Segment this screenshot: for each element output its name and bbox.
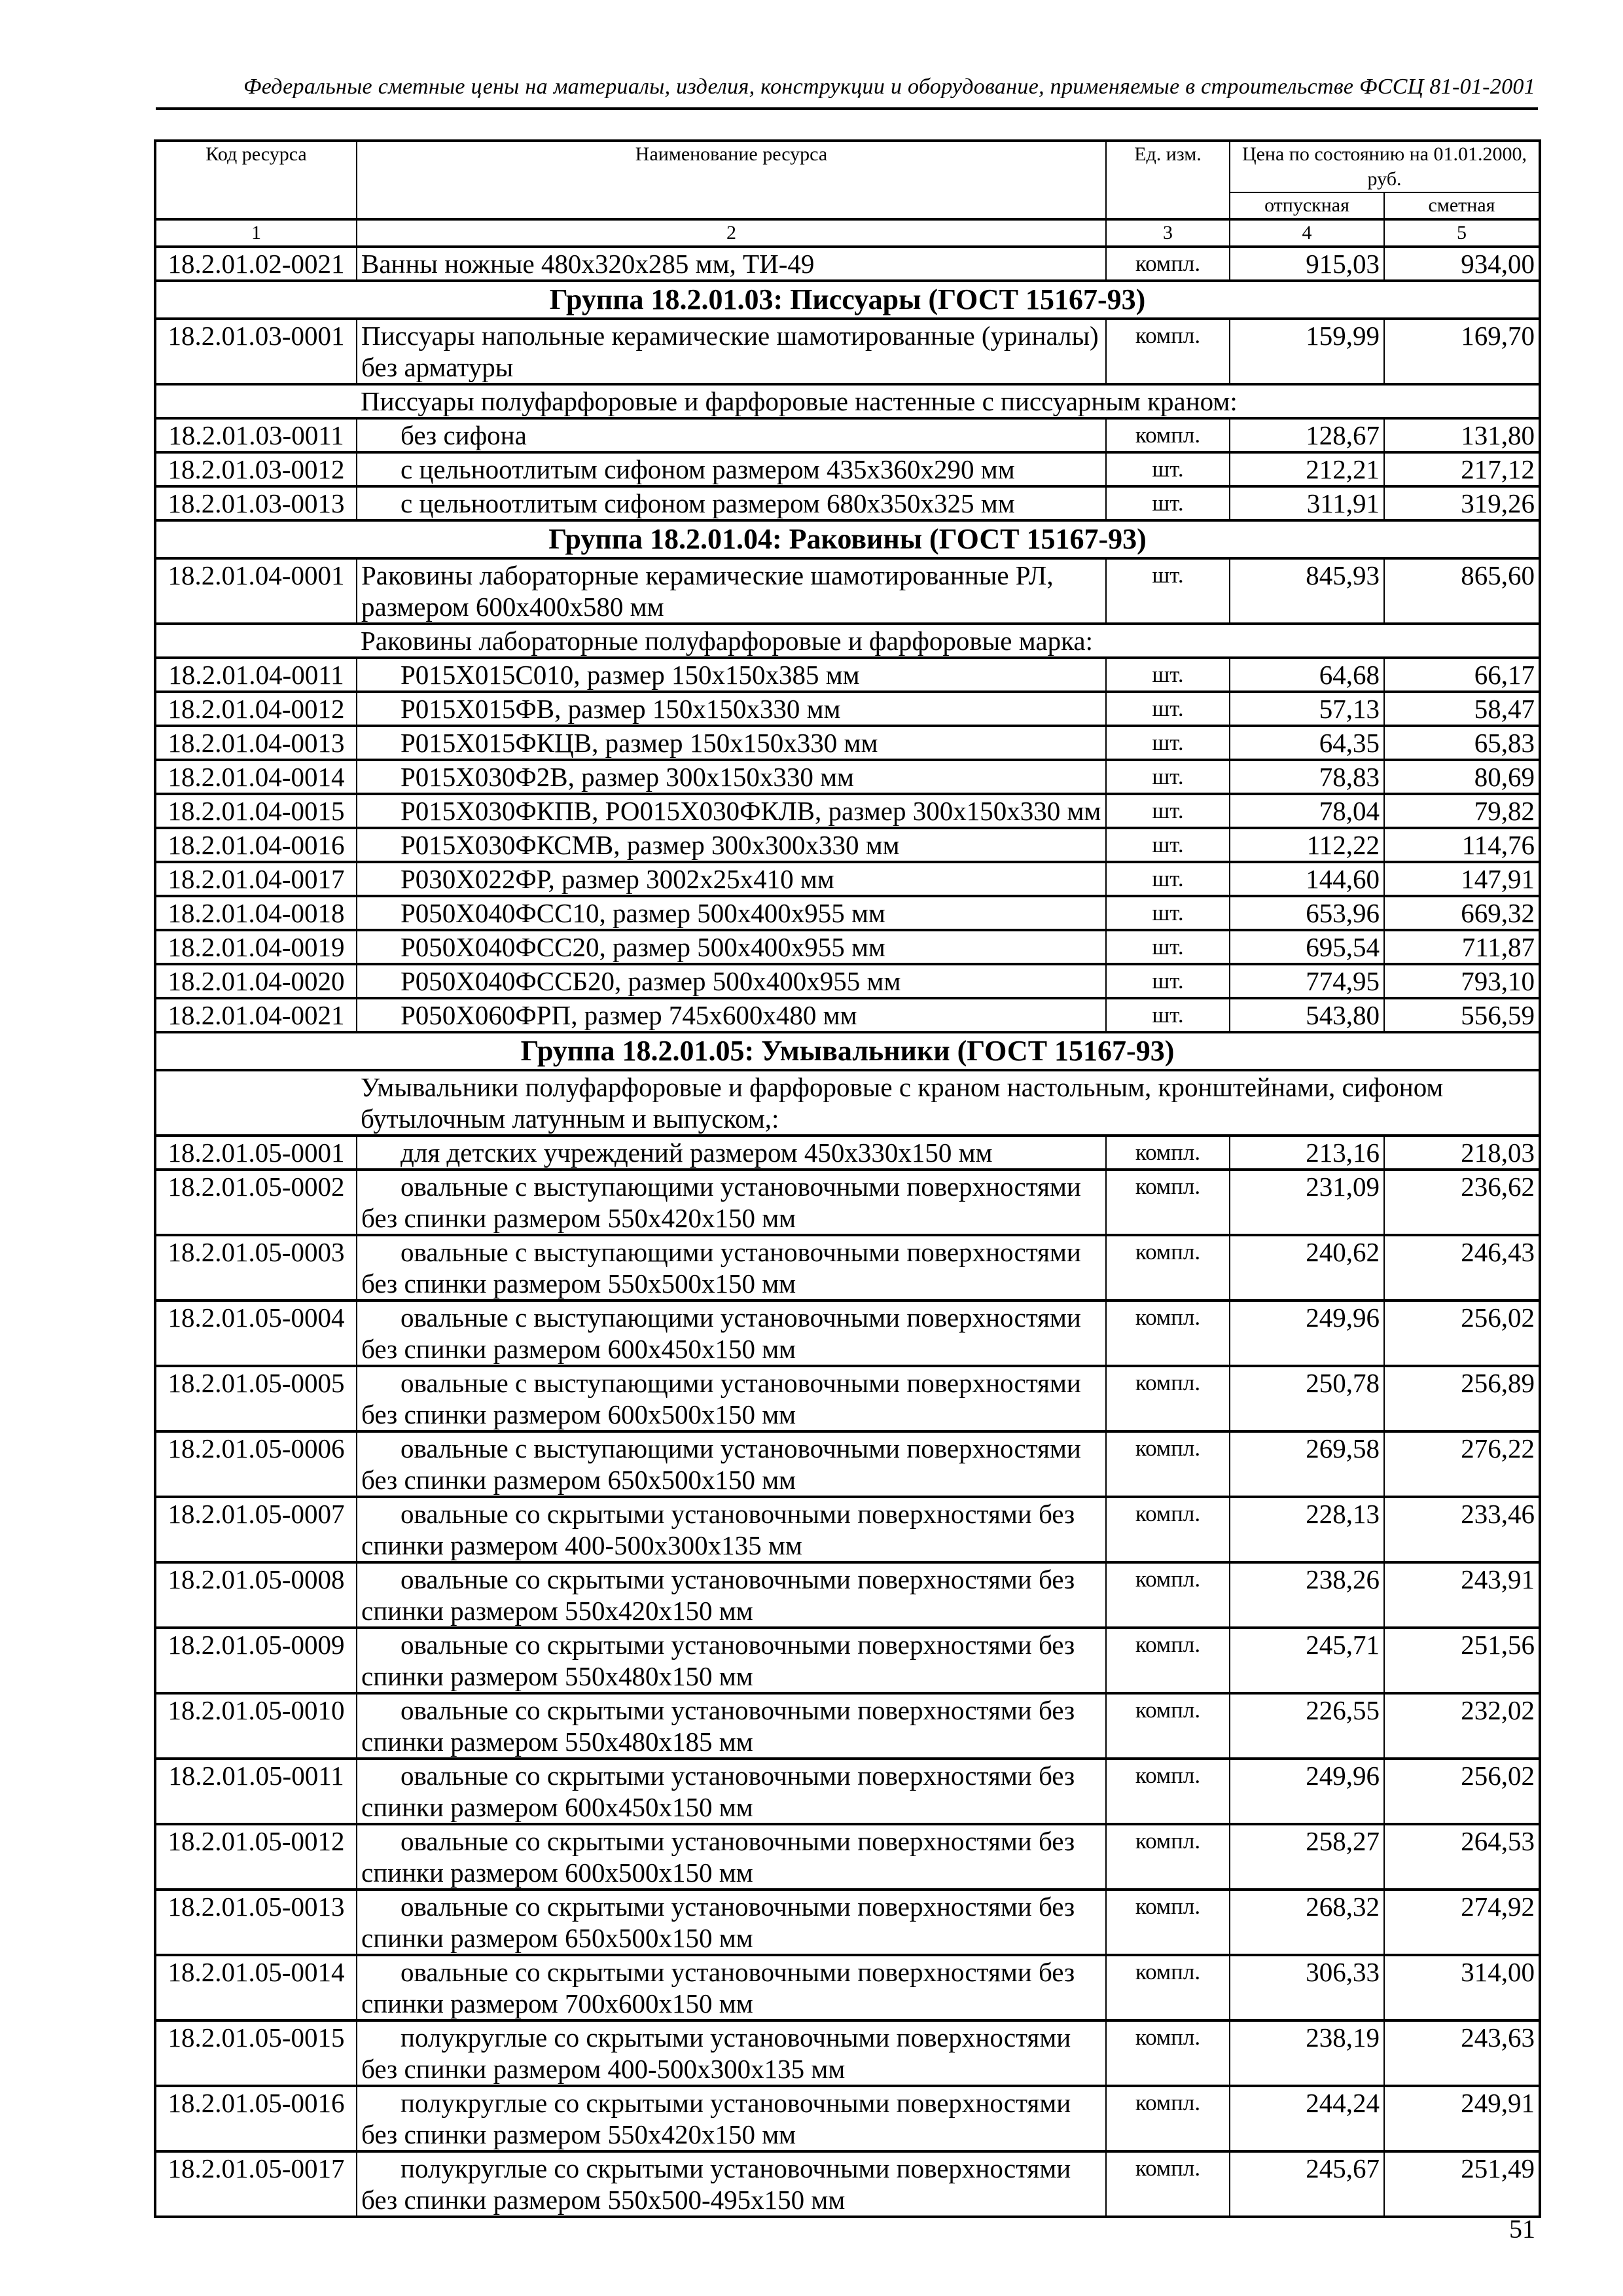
table-row bbox=[155, 1955, 1540, 2020]
table-row bbox=[155, 1366, 1540, 1431]
table-row bbox=[155, 1235, 1540, 1300]
price-release: 915,03 bbox=[1230, 247, 1384, 281]
price-estimate: 65,83 bbox=[1384, 726, 1540, 760]
resource-name: Ванны ножные 480х320х285 мм, ТИ-49 bbox=[357, 247, 1106, 281]
price-estimate: 114,76 bbox=[1384, 828, 1540, 862]
group-title: Группа 18.2.01.03: Писсуары (ГОСТ 15167-93) bbox=[155, 281, 1540, 319]
resource-code: 18.2.01.04-0011 bbox=[155, 658, 357, 692]
resource-name: для детских учреждений размером 450х330х150 мм bbox=[357, 1136, 1106, 1170]
table-row bbox=[155, 319, 1540, 384]
price-estimate: 793,10 bbox=[1384, 964, 1540, 998]
resource-code: 18.2.01.05-0001 bbox=[155, 1136, 357, 1170]
subgroup-note: Умывальники полуфарфоровые и фарфоровые с краном настольным, кронштейнами, сифоном бутылочным латунным и выпуском,: bbox=[357, 1070, 1540, 1136]
header-price-release: отпускная bbox=[1230, 192, 1384, 219]
resource-name: Писсуары напольные керамические шамотированные (уриналы) без арматуры bbox=[357, 319, 1106, 384]
unit-of-measure: компл. bbox=[1106, 1693, 1230, 1759]
unit-of-measure: компл. bbox=[1106, 1824, 1230, 1890]
resource-name: овальные со скрытыми установочными поверхностями без спинки размером 600х500х150 мм bbox=[357, 1824, 1106, 1890]
resource-code: 18.2.01.05-0016 bbox=[155, 2086, 357, 2151]
resource-name: овальные со скрытыми установочными поверхностями без спинки размером 550х420х150 мм bbox=[357, 1562, 1106, 1628]
resource-name: полукруглые со скрытыми установочными поверхностями без спинки размером 550х500-495х150 мм bbox=[357, 2151, 1106, 2217]
price-estimate: 147,91 bbox=[1384, 862, 1540, 896]
unit-of-measure: шт. bbox=[1106, 896, 1230, 930]
resource-code: 18.2.01.05-0013 bbox=[155, 1890, 357, 1955]
unit-of-measure: компл. bbox=[1106, 1497, 1230, 1562]
resource-code: 18.2.01.05-0010 bbox=[155, 1693, 357, 1759]
resource-code: 18.2.01.04-0020 bbox=[155, 964, 357, 998]
price-release: 228,13 bbox=[1230, 1497, 1384, 1562]
resource-name: овальные со скрытыми установочными поверхностями без спинки размером 400-500х300х135 мм bbox=[357, 1497, 1106, 1562]
resource-name: Р015Х030ФКПВ, РО015Х030ФКЛВ, размер 300х150х330 мм bbox=[357, 794, 1106, 828]
unit-of-measure: шт. bbox=[1106, 558, 1230, 624]
unit-of-measure: компл. bbox=[1106, 1562, 1230, 1628]
resource-name: овальные со скрытыми установочными поверхностями без спинки размером 600х450х150 мм bbox=[357, 1759, 1106, 1824]
resource-code: 18.2.01.05-0005 bbox=[155, 1366, 357, 1431]
header-code: Код ресурса bbox=[155, 141, 357, 219]
price-release: 249,96 bbox=[1230, 1759, 1384, 1824]
price-estimate: 246,43 bbox=[1384, 1235, 1540, 1300]
table-row bbox=[155, 1170, 1540, 1235]
header-name: Наименование ресурса bbox=[357, 141, 1106, 219]
price-estimate: 256,02 bbox=[1384, 1300, 1540, 1366]
header-price-estimate: сметная bbox=[1384, 192, 1540, 219]
price-estimate: 233,46 bbox=[1384, 1497, 1540, 1562]
resource-name: полукруглые со скрытыми установочными поверхностями без спинки размером 400-500х300х135 мм bbox=[357, 2020, 1106, 2086]
price-estimate: 251,56 bbox=[1384, 1628, 1540, 1693]
resource-code: 18.2.01.05-0008 bbox=[155, 1562, 357, 1628]
price-release: 845,93 bbox=[1230, 558, 1384, 624]
resource-name: овальные с выступающими установочными поверхностями без спинки размером 550х500х150 мм bbox=[357, 1235, 1106, 1300]
column-number: 5 bbox=[1384, 219, 1540, 247]
price-release: 144,60 bbox=[1230, 862, 1384, 896]
resource-name: Р050Х040ФССБ20, размер 500х400х955 мм bbox=[357, 964, 1106, 998]
table-row bbox=[155, 726, 1540, 760]
resource-code: 18.2.01.03-0012 bbox=[155, 452, 357, 486]
price-release: 64,35 bbox=[1230, 726, 1384, 760]
unit-of-measure: шт. bbox=[1106, 964, 1230, 998]
price-estimate: 243,91 bbox=[1384, 1562, 1540, 1628]
unit-of-measure: шт. bbox=[1106, 760, 1230, 794]
resource-code: 18.2.01.05-0003 bbox=[155, 1235, 357, 1300]
table-header bbox=[155, 141, 1540, 247]
group-heading-row bbox=[155, 1032, 1540, 1070]
price-estimate: 256,02 bbox=[1384, 1759, 1540, 1824]
resource-name: Р050Х040ФСС20, размер 500х400х955 мм bbox=[357, 930, 1106, 964]
price-release: 213,16 bbox=[1230, 1136, 1384, 1170]
table-row bbox=[155, 2020, 1540, 2086]
empty-cell bbox=[155, 384, 357, 418]
table-row bbox=[155, 1497, 1540, 1562]
price-estimate: 66,17 bbox=[1384, 658, 1540, 692]
resource-name: Р015Х030Ф2В, размер 300х150х330 мм bbox=[357, 760, 1106, 794]
table-row bbox=[155, 1628, 1540, 1693]
price-table bbox=[154, 139, 1541, 2218]
price-release: 231,09 bbox=[1230, 1170, 1384, 1235]
unit-of-measure: шт. bbox=[1106, 692, 1230, 726]
resource-code: 18.2.01.04-0018 bbox=[155, 896, 357, 930]
resource-code: 18.2.01.02-0021 bbox=[155, 247, 357, 281]
price-release: 244,24 bbox=[1230, 2086, 1384, 2151]
price-release: 249,96 bbox=[1230, 1300, 1384, 1366]
table-row bbox=[155, 452, 1540, 486]
table-row bbox=[155, 1562, 1540, 1628]
price-estimate: 236,62 bbox=[1384, 1170, 1540, 1235]
unit-of-measure: компл. bbox=[1106, 1136, 1230, 1170]
price-estimate: 80,69 bbox=[1384, 760, 1540, 794]
price-release: 226,55 bbox=[1230, 1693, 1384, 1759]
resource-name: без сифона bbox=[357, 418, 1106, 452]
table-row bbox=[155, 486, 1540, 520]
column-number: 3 bbox=[1106, 219, 1230, 247]
resource-name: овальные со скрытыми установочными поверхностями без спинки размером 650х500х150 мм bbox=[357, 1890, 1106, 1955]
resource-name: полукруглые со скрытыми установочными поверхностями без спинки размером 550х420х150 мм bbox=[357, 2086, 1106, 2151]
price-estimate: 79,82 bbox=[1384, 794, 1540, 828]
subgroup-note: Писсуары полуфарфоровые и фарфоровые настенные с писсуарным краном: bbox=[357, 384, 1540, 418]
unit-of-measure: компл. bbox=[1106, 1300, 1230, 1366]
unit-of-measure: шт. bbox=[1106, 486, 1230, 520]
column-number: 1 bbox=[155, 219, 357, 247]
price-estimate: 276,22 bbox=[1384, 1431, 1540, 1497]
resource-code: 18.2.01.05-0015 bbox=[155, 2020, 357, 2086]
table-row bbox=[155, 692, 1540, 726]
table-row bbox=[155, 1890, 1540, 1955]
resource-code: 18.2.01.03-0011 bbox=[155, 418, 357, 452]
price-release: 238,19 bbox=[1230, 2020, 1384, 2086]
table-row bbox=[155, 1759, 1540, 1824]
unit-of-measure: компл. bbox=[1106, 2151, 1230, 2217]
resource-code: 18.2.01.05-0009 bbox=[155, 1628, 357, 1693]
unit-of-measure: шт. bbox=[1106, 726, 1230, 760]
table-row bbox=[155, 998, 1540, 1032]
column-number: 4 bbox=[1230, 219, 1384, 247]
price-release: 159,99 bbox=[1230, 319, 1384, 384]
resource-code: 18.2.01.04-0012 bbox=[155, 692, 357, 726]
table-row bbox=[155, 418, 1540, 452]
price-release: 306,33 bbox=[1230, 1955, 1384, 2020]
column-number: 2 bbox=[357, 219, 1106, 247]
price-release: 64,68 bbox=[1230, 658, 1384, 692]
resource-name: Р030Х022ФР, размер 3002х25х410 мм bbox=[357, 862, 1106, 896]
price-estimate: 865,60 bbox=[1384, 558, 1540, 624]
price-release: 268,32 bbox=[1230, 1890, 1384, 1955]
price-release: 258,27 bbox=[1230, 1824, 1384, 1890]
price-release: 695,54 bbox=[1230, 930, 1384, 964]
resource-name: овальные со скрытыми установочными поверхностями без спинки размером 550х480х185 мм bbox=[357, 1693, 1106, 1759]
unit-of-measure: шт. bbox=[1106, 862, 1230, 896]
unit-of-measure: компл. bbox=[1106, 1235, 1230, 1300]
unit-of-measure: компл. bbox=[1106, 418, 1230, 452]
price-estimate: 58,47 bbox=[1384, 692, 1540, 726]
unit-of-measure: компл. bbox=[1106, 1628, 1230, 1693]
group-heading-row bbox=[155, 281, 1540, 319]
resource-code: 18.2.01.04-0021 bbox=[155, 998, 357, 1032]
resource-code: 18.2.01.05-0014 bbox=[155, 1955, 357, 2020]
price-release: 238,26 bbox=[1230, 1562, 1384, 1628]
header-price-group: Цена по состоянию на 01.01.2000, руб. bbox=[1230, 141, 1540, 192]
price-estimate: 314,00 bbox=[1384, 1955, 1540, 2020]
unit-of-measure: шт. bbox=[1106, 930, 1230, 964]
table-row bbox=[155, 1136, 1540, 1170]
table-row bbox=[155, 930, 1540, 964]
unit-of-measure: шт. bbox=[1106, 828, 1230, 862]
subgroup-note: Раковины лабораторные полуфарфоровые и фарфоровые марка: bbox=[357, 624, 1540, 658]
table-row bbox=[155, 2086, 1540, 2151]
resource-name: с цельноотлитым сифоном размером 435х360х290 мм bbox=[357, 452, 1106, 486]
unit-of-measure: компл. bbox=[1106, 1759, 1230, 1824]
table-row bbox=[155, 1431, 1540, 1497]
resource-name: с цельноотлитым сифоном размером 680х350х325 мм bbox=[357, 486, 1106, 520]
table-row bbox=[155, 896, 1540, 930]
resource-name: овальные со скрытыми установочными поверхностями без спинки размером 550х480х150 мм bbox=[357, 1628, 1106, 1693]
resource-code: 18.2.01.04-0013 bbox=[155, 726, 357, 760]
table-row bbox=[155, 794, 1540, 828]
price-estimate: 232,02 bbox=[1384, 1693, 1540, 1759]
resource-code: 18.2.01.04-0015 bbox=[155, 794, 357, 828]
price-release: 245,71 bbox=[1230, 1628, 1384, 1693]
price-estimate: 264,53 bbox=[1384, 1824, 1540, 1890]
resource-name: Р050Х060ФРП, размер 745х600х480 мм bbox=[357, 998, 1106, 1032]
resource-name: овальные со скрытыми установочными поверхностями без спинки размером 700х600х150 мм bbox=[357, 1955, 1106, 2020]
price-release: 240,62 bbox=[1230, 1235, 1384, 1300]
table-row bbox=[155, 558, 1540, 624]
price-estimate: 934,00 bbox=[1384, 247, 1540, 281]
price-estimate: 251,49 bbox=[1384, 2151, 1540, 2217]
price-release: 311,91 bbox=[1230, 486, 1384, 520]
unit-of-measure: шт. bbox=[1106, 658, 1230, 692]
resource-name: Р015Х015С010, размер 150х150х385 мм bbox=[357, 658, 1106, 692]
price-release: 543,80 bbox=[1230, 998, 1384, 1032]
table-row bbox=[155, 247, 1540, 281]
price-release: 774,95 bbox=[1230, 964, 1384, 998]
resource-name: Р015Х015ФКЦВ, размер 150х150х330 мм bbox=[357, 726, 1106, 760]
table-row bbox=[155, 658, 1540, 692]
resource-name: овальные с выступающими установочными поверхностями без спинки размером 550х420х150 мм bbox=[357, 1170, 1106, 1235]
header-unit: Ед. изм. bbox=[1106, 141, 1230, 219]
price-estimate: 274,92 bbox=[1384, 1890, 1540, 1955]
price-release: 57,13 bbox=[1230, 692, 1384, 726]
price-release: 128,67 bbox=[1230, 418, 1384, 452]
price-estimate: 556,59 bbox=[1384, 998, 1540, 1032]
empty-cell bbox=[155, 624, 357, 658]
resource-name: овальные с выступающими установочными поверхностями без спинки размером 600х450х150 мм bbox=[357, 1300, 1106, 1366]
table-row bbox=[155, 2151, 1540, 2217]
running-head: Федеральные сметные цены на материалы, изделия, конструкции и оборудование, применяемые в строительстве ФССЦ 81-01-2001 bbox=[156, 71, 1538, 110]
group-heading-row bbox=[155, 520, 1540, 558]
resource-code: 18.2.01.04-0019 bbox=[155, 930, 357, 964]
unit-of-measure: компл. bbox=[1106, 2086, 1230, 2151]
resource-name: Раковины лабораторные керамические шамотированные РЛ, размером 600х400х580 мм bbox=[357, 558, 1106, 624]
resource-code: 18.2.01.04-0017 bbox=[155, 862, 357, 896]
resource-code: 18.2.01.04-0014 bbox=[155, 760, 357, 794]
table-body bbox=[155, 247, 1540, 2217]
resource-code: 18.2.01.05-0012 bbox=[155, 1824, 357, 1890]
resource-code: 18.2.01.05-0006 bbox=[155, 1431, 357, 1497]
table-row bbox=[155, 1693, 1540, 1759]
price-release: 653,96 bbox=[1230, 896, 1384, 930]
resource-code: 18.2.01.04-0001 bbox=[155, 558, 357, 624]
resource-code: 18.2.01.03-0013 bbox=[155, 486, 357, 520]
unit-of-measure: компл. bbox=[1106, 1170, 1230, 1235]
resource-name: Р015Х030ФКСМВ, размер 300х300х330 мм bbox=[357, 828, 1106, 862]
price-estimate: 218,03 bbox=[1384, 1136, 1540, 1170]
unit-of-measure: шт. bbox=[1106, 452, 1230, 486]
resource-name: овальные с выступающими установочными поверхностями без спинки размером 650х500х150 мм bbox=[357, 1431, 1106, 1497]
resource-code: 18.2.01.05-0002 bbox=[155, 1170, 357, 1235]
unit-of-measure: компл. bbox=[1106, 2020, 1230, 2086]
price-release: 78,04 bbox=[1230, 794, 1384, 828]
price-estimate: 243,63 bbox=[1384, 2020, 1540, 2086]
table-row bbox=[155, 1824, 1540, 1890]
table-row bbox=[155, 964, 1540, 998]
table-row bbox=[155, 1300, 1540, 1366]
unit-of-measure: компл. bbox=[1106, 1366, 1230, 1431]
unit-of-measure: шт. bbox=[1106, 998, 1230, 1032]
price-release: 245,67 bbox=[1230, 2151, 1384, 2217]
resource-name: овальные с выступающими установочными поверхностями без спинки размером 600х500х150 мм bbox=[357, 1366, 1106, 1431]
subgroup-note-row bbox=[155, 384, 1540, 418]
resource-code: 18.2.01.05-0007 bbox=[155, 1497, 357, 1562]
unit-of-measure: компл. bbox=[1106, 1890, 1230, 1955]
table-row bbox=[155, 828, 1540, 862]
price-release: 269,58 bbox=[1230, 1431, 1384, 1497]
resource-code: 18.2.01.04-0016 bbox=[155, 828, 357, 862]
table-row bbox=[155, 862, 1540, 896]
empty-cell bbox=[155, 1070, 357, 1136]
unit-of-measure: компл. bbox=[1106, 247, 1230, 281]
price-estimate: 131,80 bbox=[1384, 418, 1540, 452]
group-title: Группа 18.2.01.05: Умывальники (ГОСТ 15167-93) bbox=[155, 1032, 1540, 1070]
subgroup-note-row bbox=[155, 624, 1540, 658]
unit-of-measure: шт. bbox=[1106, 794, 1230, 828]
price-estimate: 217,12 bbox=[1384, 452, 1540, 486]
unit-of-measure: компл. bbox=[1106, 1431, 1230, 1497]
price-estimate: 249,91 bbox=[1384, 2086, 1540, 2151]
price-release: 112,22 bbox=[1230, 828, 1384, 862]
resource-code: 18.2.01.05-0011 bbox=[155, 1759, 357, 1824]
group-title: Группа 18.2.01.04: Раковины (ГОСТ 15167-93) bbox=[155, 520, 1540, 558]
price-estimate: 169,70 bbox=[1384, 319, 1540, 384]
price-release: 250,78 bbox=[1230, 1366, 1384, 1431]
resource-code: 18.2.01.05-0017 bbox=[155, 2151, 357, 2217]
price-estimate: 319,26 bbox=[1384, 486, 1540, 520]
resource-name: Р050Х040ФСС10, размер 500х400х955 мм bbox=[357, 896, 1106, 930]
resource-name: Р015Х015ФВ, размер 150х150х330 мм bbox=[357, 692, 1106, 726]
page-number: 51 bbox=[1509, 2214, 1535, 2244]
price-estimate: 669,32 bbox=[1384, 896, 1540, 930]
price-release: 212,21 bbox=[1230, 452, 1384, 486]
unit-of-measure: компл. bbox=[1106, 319, 1230, 384]
price-release: 78,83 bbox=[1230, 760, 1384, 794]
resource-code: 18.2.01.05-0004 bbox=[155, 1300, 357, 1366]
resource-code: 18.2.01.03-0001 bbox=[155, 319, 357, 384]
price-estimate: 711,87 bbox=[1384, 930, 1540, 964]
subgroup-note-row bbox=[155, 1070, 1540, 1136]
price-estimate: 256,89 bbox=[1384, 1366, 1540, 1431]
unit-of-measure: компл. bbox=[1106, 1955, 1230, 2020]
table-row bbox=[155, 760, 1540, 794]
